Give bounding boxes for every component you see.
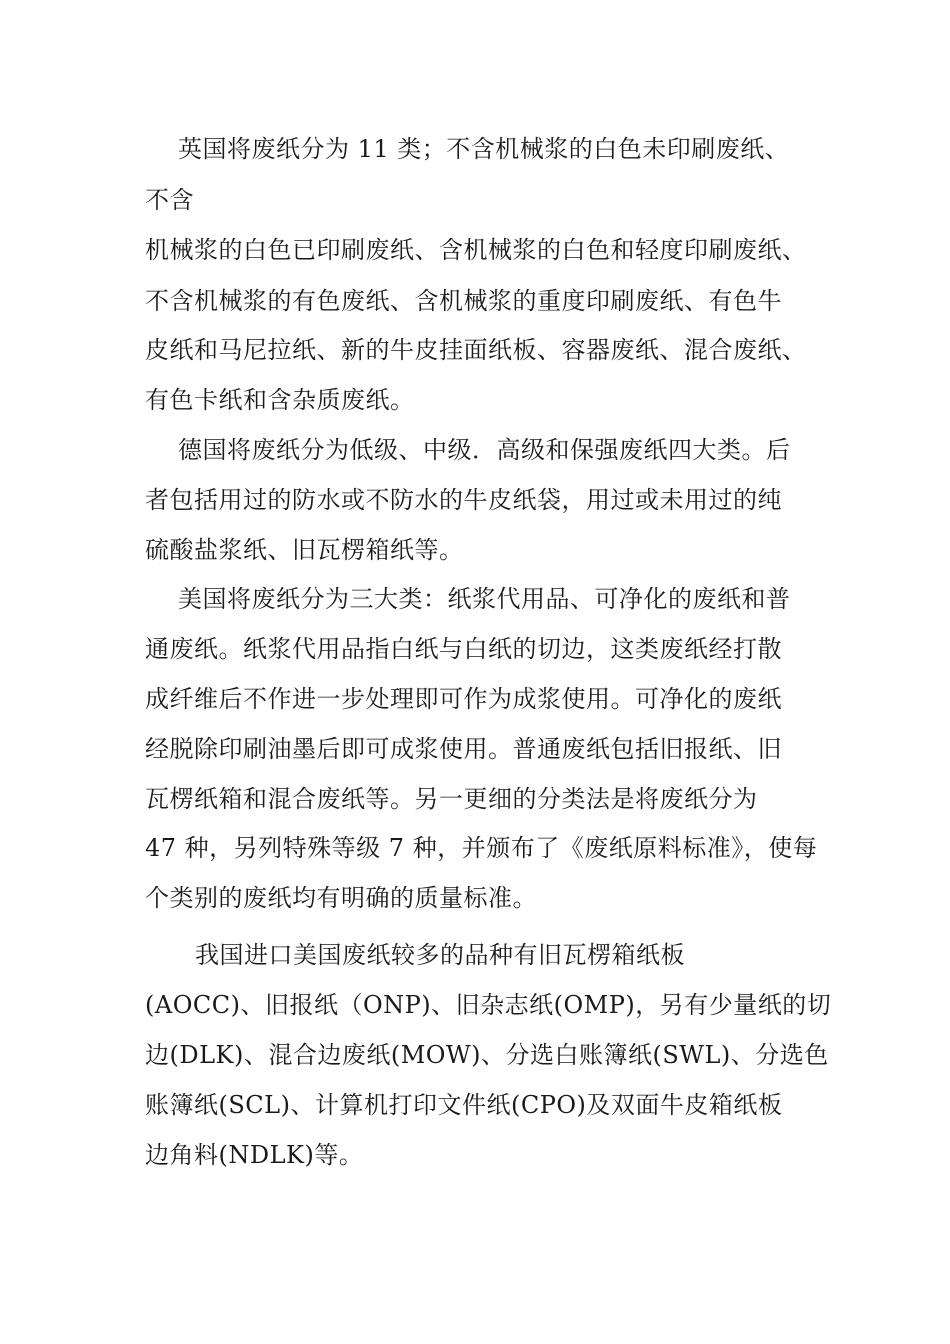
paragraph-2-line-2: 者包括用过的防水或不防水的牛皮纸袋，用过或未用过的纯	[145, 486, 782, 514]
paragraph-1-line-4: 不含机械浆的有色废纸、含机械浆的重度印刷废纸、有色牛	[145, 287, 782, 315]
paragraph-3-line-1: 美国将废纸分为三大类：纸浆代用品、可净化的废纸和普	[178, 585, 791, 613]
paragraph-4-line-2: (AOCC)、旧报纸（ONP)、旧杂志纸(OMP)，另有少量纸的切	[145, 991, 832, 1019]
paragraph-4-line-4: 账簿纸(SCL)、计算机打印文件纸(CPO)及双面牛皮箱纸板	[145, 1091, 783, 1119]
paragraph-3-line-3: 成纤维后不作进一步处理即可作为成浆使用。可净化的废纸	[145, 685, 782, 713]
paragraph-3-line-2: 通废纸。纸浆代用品指白纸与白纸的切边，这类废纸经打散	[145, 635, 782, 663]
paragraph-3-line-4: 经脱除印刷油墨后即可成浆使用。普通废纸包括旧报纸、旧	[145, 735, 782, 763]
paragraph-4-line-1: 我国进口美国废纸较多的品种有旧瓦楞箱纸板	[195, 941, 685, 969]
paragraph-4-line-5: 边角料(NDLK)等。	[145, 1141, 364, 1169]
paragraph-3-line-5: 瓦楞纸箱和混合废纸等。另一更细的分类法是将废纸分为	[145, 785, 758, 813]
paragraph-1-line-1: 英国将废纸分为 11 类；不含机械浆的白色未印刷废纸、	[178, 135, 790, 163]
paragraph-4-line-3: 边(DLK)、混合边废纸(MOW)、分选白账簿纸(SWL)、分选色	[145, 1041, 829, 1069]
paragraph-3-line-6: 47 种，另列特殊等级 7 种，并颁布了《废纸原料标准》，使每	[145, 834, 818, 862]
paragraph-1-line-2: 不含	[145, 186, 194, 214]
paragraph-1-line-6: 有色卡纸和含杂质废纸。	[145, 386, 415, 414]
paragraph-2-line-3: 硫酸盐浆纸、旧瓦楞箱纸等。	[145, 536, 464, 564]
paragraph-1-line-5: 皮纸和马尼拉纸、新的牛皮挂面纸板、容器废纸、混合废纸、	[145, 336, 807, 364]
paragraph-1-line-3: 机械浆的白色已印刷废纸、含机械浆的白色和轻度印刷废纸、	[145, 236, 807, 264]
paragraph-2-line-1: 德国将废纸分为低级、中级．高级和保强废纸四大类。后	[178, 436, 791, 464]
paragraph-3-line-7: 个类别的废纸均有明确的质量标准。	[145, 884, 537, 912]
